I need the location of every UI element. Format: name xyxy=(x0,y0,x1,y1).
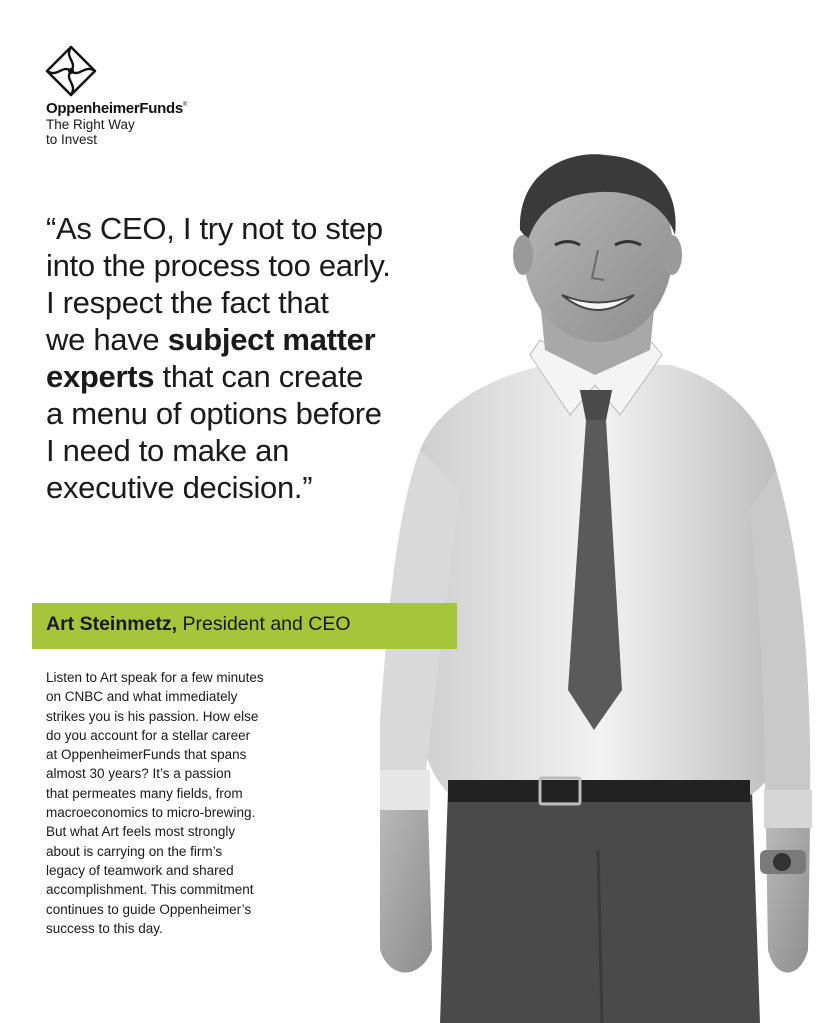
quote-line: a menu of options before xyxy=(46,396,382,431)
quote-line: experts that can create xyxy=(46,359,364,394)
person-title: President and CEO xyxy=(182,613,351,635)
quote-line: “As CEO, I try not to step xyxy=(46,211,383,246)
ceo-quote xyxy=(46,210,426,506)
quote-line: I need to make an xyxy=(46,433,290,468)
registered-mark: ® xyxy=(182,102,188,108)
person-name: Art Steinmetz, xyxy=(46,613,178,635)
quote-line: we have subject matter xyxy=(46,322,376,357)
four-hands-diamond-icon xyxy=(44,44,98,98)
brand-tagline: The Right Way to Invest xyxy=(46,117,135,147)
quote-line: into the process too early. xyxy=(46,248,391,283)
bio-paragraph: Listen to Art speak for a few minutes on CNBC and what immediately strikes you is his passion. How else do you account for a stellar career at OppenheimerFunds that spans almost 30 years? It’s a passion that permeates many fields, from macroeconomics to micro-brewing. But what Art feels most strongly about is carrying on the firm’s legacy of teamwork and shared accomplishment. This commitment continues to guide Oppenheimer’s success to this day. xyxy=(46,670,264,936)
quote-line: I respect the fact that xyxy=(46,285,329,320)
ceo-portrait-photo xyxy=(380,150,819,1023)
quote-line: executive decision.” xyxy=(46,470,313,505)
brand-name: OppenheimerFunds® xyxy=(46,100,188,117)
person-caption xyxy=(46,613,351,636)
